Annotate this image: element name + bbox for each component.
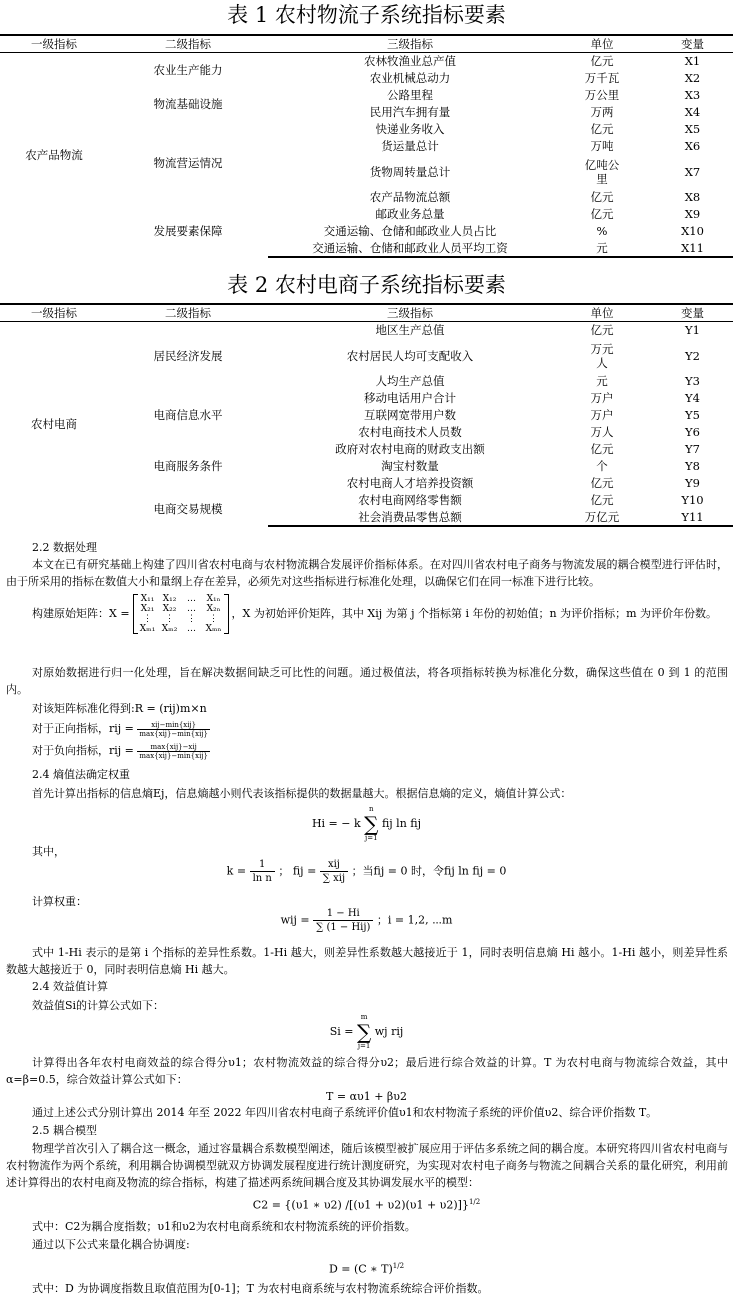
- table1-var: X5: [684, 122, 701, 136]
- table1-item: 交通运输、仓储和邮政业人员平均工资: [268, 240, 552, 257]
- table1-var: X7: [684, 164, 701, 179]
- negative-numerator: max{xij}−xij: [137, 743, 210, 752]
- table2-item: 农村电商技术人员数: [358, 425, 462, 439]
- table2-var: Y10: [681, 493, 704, 507]
- matrix-desc: ，X 为初始评价矩阵，其中 Xij 为第 j 个指标第 i 年份的初始值；n 为评价指标；m 为评价年份数。: [231, 607, 718, 620]
- positive-label: 对于正向指标，rij =: [32, 722, 134, 735]
- table2-var: Y8: [685, 459, 700, 473]
- table1-item: 货物周转量总计: [369, 164, 451, 179]
- table1-header: 单位: [552, 35, 652, 53]
- table2-item: 政府对农村电商的财政支出额: [335, 442, 485, 456]
- table1-item: 公路里程: [387, 88, 433, 102]
- table2-item: 农村电商网络零售额: [358, 493, 462, 507]
- f-condition: ；当fij = 0 时，令fij ln fij = 0: [351, 864, 507, 878]
- table2-item: 农村居民人均可支配收入: [346, 348, 474, 363]
- weight-numerator: 1 − Hi: [313, 907, 373, 921]
- sum-symbol: n ∑ j=1: [364, 805, 379, 842]
- table-row: [0, 121, 733, 138]
- table2-unit: 万元人: [590, 341, 614, 370]
- table2-var: Y7: [685, 442, 700, 456]
- table1-unit: 亿元: [590, 190, 614, 204]
- sum-symbol: m ∑ j=1: [356, 1013, 372, 1050]
- coordination-formula: [0, 1262, 733, 1276]
- positive-denominator: max{xij}−min{xij}: [139, 729, 208, 738]
- paragraph: 通过以下公式来量化耦合协调度:: [32, 1238, 190, 1251]
- table1-level2: 物流营运情况: [153, 156, 223, 170]
- table1-unit: 万公里: [584, 88, 620, 102]
- table1-var: X1: [684, 54, 701, 69]
- table1-var: X4: [684, 105, 701, 119]
- weight-fraction: [313, 907, 373, 934]
- table1-item: 货运量总计: [381, 139, 439, 153]
- matrix-paragraph: [6, 594, 728, 634]
- benefit-lhs: Si =: [329, 1025, 354, 1038]
- table1-item: 快递业务收入: [375, 122, 445, 136]
- table-row: [0, 206, 733, 223]
- f-lhs: ； fij =: [278, 864, 317, 878]
- weight-formula: [0, 907, 733, 934]
- table1-var: X11: [652, 240, 733, 257]
- coupling-formula: [0, 1198, 733, 1212]
- table2-level2: 电商服务条件: [153, 459, 223, 473]
- table2-item: 地区生产总值: [375, 323, 445, 338]
- positive-fraction: [137, 721, 210, 738]
- table1-header: 变量: [652, 35, 733, 53]
- table2-level2: 电商交易规模: [153, 501, 223, 516]
- table-row: [0, 441, 733, 458]
- table2-header-row: [0, 304, 733, 322]
- table2-header: 三级指标: [268, 304, 552, 322]
- table2-unit: 万户: [590, 391, 614, 405]
- negative-indicator-formula: [32, 742, 210, 760]
- entropy-lhs: Hi = − k: [311, 817, 361, 830]
- positive-indicator-formula: [32, 720, 210, 738]
- table-row: [0, 492, 733, 509]
- table1-item: 交通运输、仓储和邮政业人员占比: [323, 224, 497, 238]
- negative-denominator: max{xij}−min{xij}: [139, 751, 208, 760]
- table1-level1: 农产品物流: [25, 147, 83, 162]
- weight-range: ；i = 1,2, ⋯m: [376, 913, 453, 927]
- paragraph: 式中：D 为协调度指数且取值范围为[0-1]；T 为农村电商系统与农村物流系统综合评价指数。: [32, 1282, 489, 1295]
- matrix-X: X₁₁ X₁₂ … X₁ₙ X₂₁ X₂₂ … X₂ₙ ⋮ ⋮ ⋮ ⋮ Xₘ₁ Xₘ₂ … Xₘₙ: [133, 594, 229, 634]
- table1-item: 农产品物流总额: [369, 190, 451, 204]
- table2-item: 人均生产总值: [375, 374, 445, 388]
- paragraph: 式中 1-Hi 表示的是第 i 个指标的差异性系数。1-Hi 越大，则差异性系数越大越接近于 1，同时表明信息熵 Hi 越小。1-Hi 越小，则差异性系数越大越接近于 0，同时表明信息熵 Hi 越大。: [6, 946, 728, 976]
- entropy-formula: [0, 805, 733, 843]
- table2-var: Y4: [685, 391, 700, 405]
- table1-unit: %: [596, 224, 608, 238]
- coupling-exponent: 1/2: [468, 1198, 481, 1206]
- negative-fraction: [137, 743, 210, 760]
- table2-item: 互联网宽带用户数: [364, 408, 456, 422]
- table1-header: 二级指标: [108, 35, 268, 53]
- table2-header: 单位: [552, 304, 652, 322]
- paragraph: 对原始数据进行归一化处理，旨在解决数据间缺乏可比性的问题。通过极值法，将各项指标转换为标准化分数，确保这些值在 0 到 1 的范围内。: [6, 666, 728, 696]
- section-heading: 2.4 熵值法确定权重: [32, 768, 130, 781]
- table2-var: Y1: [685, 323, 700, 338]
- k-denominator: ln n: [252, 873, 272, 884]
- table2-unit: 亿元: [590, 442, 614, 456]
- paragraph: 计算权重：: [32, 895, 87, 908]
- paragraph: 计算得出各年农村电商效益的综合得分υ1；农村物流效益的综合得分υ2；最后进行综合效益的计算。T 为农村电商与物流综合效益，其中α=β=0.5，综合效益计算公式如下：: [6, 1056, 728, 1086]
- table1-unit: 万两: [590, 105, 614, 119]
- table1-level2: 物流基础设施: [153, 96, 223, 111]
- table1-unit: 万吨: [590, 139, 614, 153]
- table2-var: Y3: [685, 374, 700, 388]
- table-row: [0, 390, 733, 407]
- table2-var: Y2: [685, 348, 700, 363]
- table2-item: 移动电话用户合计: [364, 391, 456, 405]
- f-denominator: ∑ xij: [322, 873, 346, 884]
- table1-level2: 农业生产能力: [153, 62, 223, 77]
- table1-header: 一级指标: [0, 35, 108, 53]
- table1-var: X9: [684, 207, 701, 221]
- positive-numerator: xij−min{xij}: [137, 721, 210, 730]
- table2-unit: 亿元: [590, 493, 614, 507]
- table2-unit: 万户: [590, 408, 614, 422]
- table2-item: 淘宝村数量: [381, 459, 439, 473]
- table-row: [0, 322, 733, 339]
- table1-var: X3: [684, 88, 701, 102]
- table2-unit: 亿元: [590, 476, 614, 490]
- entropy-rhs: fij ln fij: [381, 817, 422, 830]
- k-numerator: 1: [250, 858, 275, 872]
- paragraph: 其中，: [32, 845, 65, 858]
- table1-var: X10: [681, 224, 704, 238]
- table2-item: 社会消费品零售总额: [268, 509, 552, 526]
- paragraph: 通过上述公式分别计算出 2014 年至 2022 年四川省农村电商子系统评价值υ1和农村物流子系统的评价值υ2、综合评价指数 T。: [32, 1106, 658, 1119]
- table2-title: 表 2 农村电商子系统指标要素: [227, 273, 506, 297]
- coordination-expr: D = (C ∗ T): [328, 1262, 393, 1276]
- matrix-label: 构建原始矩阵：X =: [32, 607, 130, 620]
- table2-unit: 亿元: [590, 323, 614, 338]
- table1-item: 邮政业务总量: [375, 207, 445, 221]
- table-row: [0, 87, 733, 104]
- table2-unit: 元: [596, 374, 608, 388]
- table1-unit: 亿元: [590, 54, 614, 69]
- table1-unit: 万千瓦: [584, 71, 620, 85]
- composite-formula: T = αυ1 + βυ2: [326, 1090, 407, 1103]
- table2-level2: 电商信息水平: [153, 408, 223, 422]
- table2-level1: 农村电商: [31, 416, 77, 431]
- table1-var: X2: [684, 71, 701, 85]
- section-heading: 2.4 效益值计算: [32, 980, 108, 993]
- k-lhs: k =: [226, 864, 247, 878]
- table2-var: Y5: [685, 408, 700, 422]
- table1-item: 民用汽车拥有量: [369, 105, 451, 119]
- weight-lhs: wij =: [280, 913, 310, 927]
- table1-title: 表 1 农村物流子系统指标要素: [227, 3, 506, 27]
- table2-unit: 个: [596, 459, 608, 473]
- table2-item: 农村电商人才培养投资额: [346, 476, 474, 490]
- table2-level2: 居民经济发展: [153, 348, 223, 363]
- paragraph: 本文在已有研究基础上构建了四川省农村电商与农村物流耦合发展评价指标体系。在对四川省农村电子商务与物流发展的耦合模型进行评估时，由于所采用的指标在数值大小和量纲上存在差异，必须先对这些指标进行标准化处理，以确保它们在同一标准下进行比较。: [6, 558, 728, 588]
- f-fraction: [320, 858, 348, 885]
- table2-unit: 万人: [590, 425, 614, 439]
- table1-var: X8: [684, 190, 701, 204]
- benefit-rhs: wj rij: [374, 1025, 404, 1038]
- section-heading: 2.5 耦合模型: [32, 1124, 97, 1137]
- normalize-line: 对该矩阵标准化得到:R = (rij)m×n: [32, 702, 207, 715]
- paragraph: 首先计算出指标的信息熵Ej，信息熵越小则代表该指标提供的数据量越大。根据信息熵的定义，熵值计算公式：: [32, 787, 572, 800]
- table1-unit: 亿元: [590, 122, 614, 136]
- section-heading: 2.2 数据处理: [32, 541, 97, 554]
- paragraph: 效益值Si的计算公式如下：: [32, 999, 165, 1012]
- coordination-exponent: 1/2: [392, 1262, 405, 1270]
- table2-var: Y6: [685, 425, 700, 439]
- f-numerator: xij: [320, 858, 348, 872]
- paragraph: 式中：C2为耦合度指数；υ1和υ2为农村电商系统和农村物流系统的评价指数。: [32, 1220, 416, 1233]
- table2-header: 二级指标: [108, 304, 268, 322]
- table1-header-row: [0, 35, 733, 53]
- table2: [0, 303, 733, 527]
- table1-unit: 亿吨公里: [584, 157, 620, 186]
- paragraph: 物理学首次引入了耦合这一概念，通过容量耦合系数模型阐述，随后该模型被扩展应用于评估多系统之间的耦合度。本研究将四川省农村电商与农村物流作为两个系统，利用耦合协调模型就双方协调发展程度进行统计测度研究，为实现对农村电子商务与物流之间耦合关系的量化研究，利用前述计算得出的农村电商及物流的综合指标，构建了描述两系统间耦合度及其协调发展水平的模型：: [6, 1142, 728, 1189]
- table1: [0, 34, 733, 258]
- table1-unit: 元: [552, 240, 652, 257]
- table2-header: 一级指标: [0, 304, 108, 322]
- table1-level2: 发展要素保障: [153, 224, 223, 238]
- negative-label: 对于负向指标，rij =: [32, 744, 134, 757]
- table-row: [0, 53, 733, 70]
- table2-unit: 万亿元: [552, 509, 652, 526]
- benefit-formula: [0, 1013, 733, 1051]
- table1-item: 农业机械总动力: [369, 71, 451, 85]
- table1-header: 三级指标: [268, 35, 552, 53]
- k-formula: [0, 858, 733, 885]
- table1-unit: 亿元: [590, 207, 614, 221]
- table1-item: 农林牧渔业总产值: [364, 54, 456, 69]
- table1-var: X6: [684, 139, 701, 153]
- table2-var: Y11: [652, 509, 733, 526]
- weight-denominator: ∑ (1 − Hij): [316, 922, 371, 933]
- k-fraction: [250, 858, 275, 885]
- coupling-expr: C2 = {(υ1 ∗ υ2) /[(υ1 + υ2)(υ1 + υ2)]}: [252, 1198, 469, 1212]
- table2-header: 变量: [652, 304, 733, 322]
- table2-var: Y9: [685, 476, 700, 490]
